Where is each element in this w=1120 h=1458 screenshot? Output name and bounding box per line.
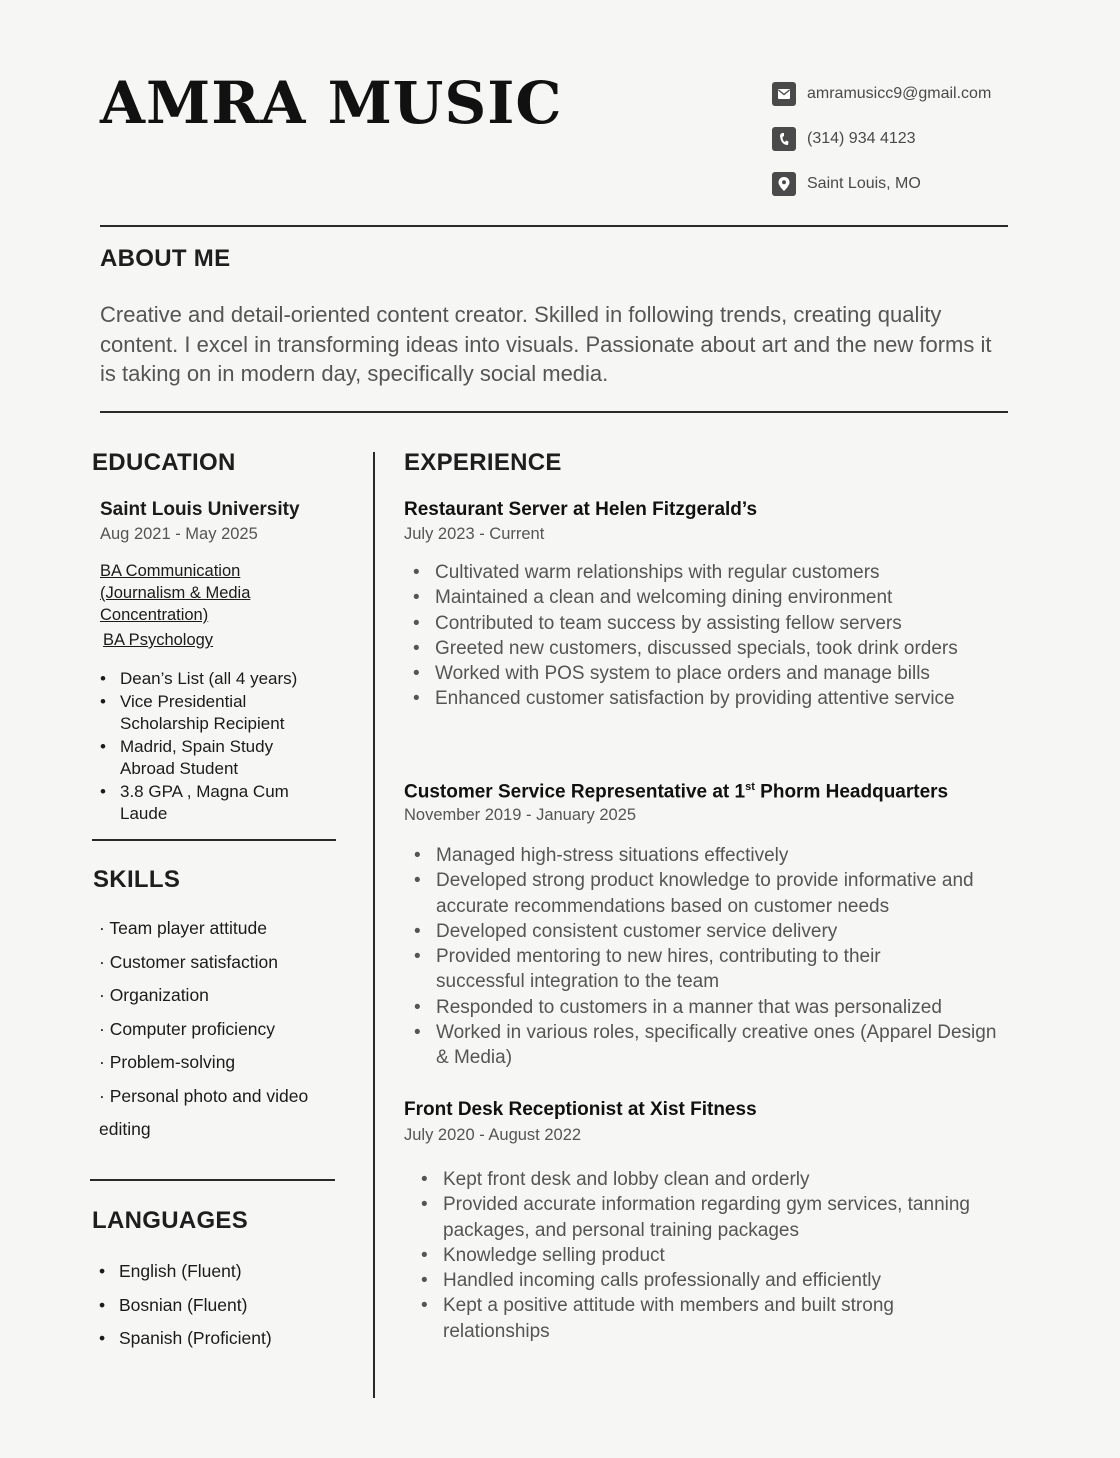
- education-degree-psychology: BA Psychology: [103, 631, 214, 649]
- about-divider: [100, 411, 1008, 413]
- education-honors-list: [100, 668, 330, 826]
- list-item: · Customer satisfaction: [99, 951, 278, 972]
- education-divider: [92, 839, 336, 841]
- about-text: Creative and detail-oriented content creator. Skilled in following trends, creating quality content. I excel in transforming ideas into visuals. Passionate about art and the new forms it is taking on in modern day, specifically social media.: [100, 302, 992, 386]
- languages-list: [99, 1255, 339, 1356]
- skills-list: [99, 912, 339, 1147]
- job-title-text: Customer Service Representative at 1: [404, 781, 746, 803]
- phone-icon: [772, 127, 796, 151]
- list-item: · Team player attitude: [99, 918, 267, 938]
- list-item: • English (Fluent): [99, 1255, 339, 1289]
- list-item: • Vice Presidential Scholarship Recipient: [100, 691, 330, 736]
- list-item: • Maintained a clean and welcoming dining environment: [413, 585, 1003, 610]
- list-item: • Worked in various roles, specifically creative ones (Apparel Design & Media): [414, 1020, 1004, 1071]
- job-title-text: Phorm Headquarters: [754, 781, 949, 803]
- education-degree-communication: [100, 560, 250, 626]
- list-item: • Greeted new customers, discussed specials, took drink orders: [413, 636, 968, 661]
- list-item: • Bosnian (Fluent): [99, 1289, 339, 1323]
- education-title: EDUCATION: [92, 449, 236, 476]
- experience-title: EXPERIENCE: [404, 449, 562, 476]
- list-item: · Organization: [99, 985, 209, 1005]
- list-item: · Personal photo and video editing: [99, 1085, 309, 1139]
- header-divider: [100, 225, 1008, 227]
- job-bullets: [421, 1167, 996, 1344]
- job-dates: July 2020 - August 2022: [404, 1126, 582, 1144]
- list-item: • Provided mentoring to new hires, contributing to their successful integration to the team: [414, 944, 974, 995]
- job-bullets: [413, 560, 1003, 712]
- list-item: • Kept a positive attitude with members and built strong relationships: [421, 1293, 966, 1344]
- degree-line: Concentration): [100, 606, 209, 624]
- skills-title: SKILLS: [93, 866, 181, 893]
- column-divider: [373, 452, 375, 1398]
- list-item: • Spanish (Proficient): [99, 1322, 339, 1356]
- list-item: • Enhanced customer satisfaction by providing attentive service: [413, 686, 968, 711]
- list-item: • Worked with POS system to place orders and manage bills: [413, 661, 1003, 686]
- job-bullets: [414, 843, 1014, 1071]
- contact-phone-row: [772, 127, 991, 151]
- list-item: • Knowledge selling product: [421, 1243, 996, 1268]
- job-dates: July 2023 - Current: [404, 525, 545, 543]
- contact-email-row: [772, 82, 991, 106]
- list-item: • Handled incoming calls professionally and efficiently: [421, 1268, 996, 1293]
- education-dates: Aug 2021 - May 2025: [100, 525, 258, 543]
- contact-email[interactable]: amramusicc9@gmail.com: [807, 85, 992, 102]
- contact-location: Saint Louis, MO: [807, 175, 921, 192]
- location-pin-icon: [772, 172, 796, 196]
- contact-info: [772, 82, 991, 217]
- resume-name: AMRA MUSIC: [100, 69, 563, 137]
- job-title: Restaurant Server at Helen Fitzgerald’s: [404, 499, 758, 520]
- list-item: · Problem-solving: [99, 1052, 236, 1072]
- list-item: • 3.8 GPA , Magna Cum Laude: [100, 781, 330, 826]
- list-item: • Provided accurate information regarding gym services, tanning packages, and personal training packages: [421, 1192, 996, 1243]
- contact-phone[interactable]: (314) 934 4123: [807, 130, 916, 147]
- education-school: Saint Louis University: [100, 499, 300, 520]
- list-item: · Computer proficiency: [99, 1018, 276, 1039]
- list-item: • Developed consistent customer service delivery: [414, 919, 1014, 944]
- languages-title: LANGUAGES: [92, 1207, 249, 1234]
- job-title-superscript: st: [745, 781, 755, 793]
- email-icon: [772, 82, 796, 106]
- degree-line: BA Communication: [100, 562, 241, 580]
- job-title: [404, 781, 948, 803]
- job-dates: November 2019 - January 2025: [404, 806, 637, 824]
- list-item: • Developed strong product knowledge to provide informative and accurate recommendations based on customer needs: [414, 868, 1014, 919]
- degree-line: (Journalism & Media: [100, 584, 251, 602]
- list-item: • Contributed to team success by assisting fellow servers: [413, 611, 1003, 636]
- list-item: • Managed high-stress situations effectively: [414, 843, 1014, 868]
- list-item: • Dean’s List (all 4 years): [100, 668, 330, 691]
- about-title: ABOUT ME: [100, 245, 231, 272]
- list-item: • Madrid, Spain Study Abroad Student: [100, 736, 330, 781]
- list-item: • Kept front desk and lobby clean and orderly: [421, 1167, 996, 1192]
- list-item: • Cultivated warm relationships with regular customers: [413, 560, 1003, 585]
- skills-divider: [90, 1179, 335, 1181]
- contact-location-row: [772, 172, 991, 196]
- list-item: • Responded to customers in a manner that was personalized: [414, 995, 1014, 1020]
- job-title: Front Desk Receptionist at Xist Fitness: [404, 1099, 757, 1120]
